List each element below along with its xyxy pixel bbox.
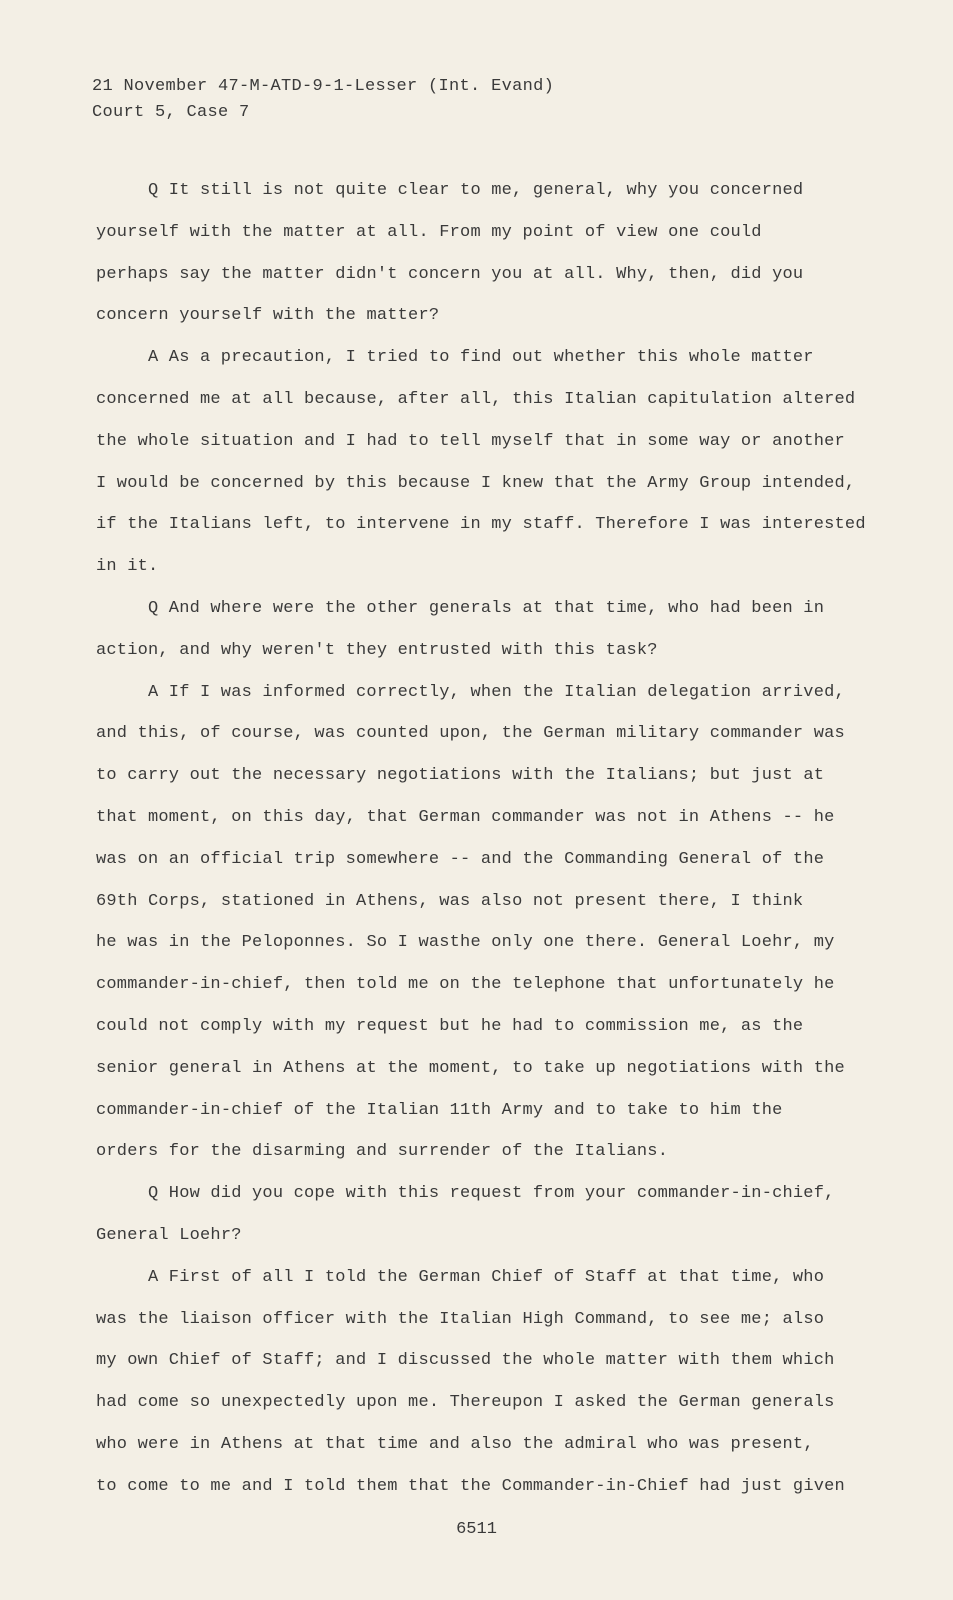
text-line: in it. (96, 557, 159, 577)
text-line: was on an official trip somewhere -- and the Commanding General of the (96, 849, 825, 869)
text-line: had come so unexpectedly upon me. Thereupon I asked the German generals (96, 1393, 835, 1413)
text-line: if the Italians left, to intervene in my staff. Therefore I was interested (96, 515, 866, 535)
text-line: concerned me at all because, after all, this Italian capitulation altered (96, 389, 856, 409)
header-court-line: Court 5, Case 7 (92, 103, 250, 122)
text-line: action, and why weren't they entrusted with this task? (96, 640, 658, 660)
text-line: perhaps say the matter didn't concern you at all. Why, then, did you (96, 264, 804, 284)
text-line: concern yourself with the matter? (96, 306, 440, 326)
text-line: senior general in Athens at the moment, to take up negotiations with the (96, 1058, 845, 1078)
transcript-paragraph (96, 170, 876, 337)
text-line: could not comply with my request but he had to commission me, as the (96, 1016, 804, 1036)
page-number: 6511 (456, 1520, 497, 1539)
text-line: I would be concerned by this because I knew that the Army Group intended, (96, 473, 856, 493)
text-line: to carry out the necessary negotiations with the Italians; but just at (96, 766, 825, 786)
text-line: that moment, on this day, that German commander was not in Athens -- he (96, 807, 835, 827)
document-header (92, 74, 554, 126)
text-line: who were in Athens at that time and also the admiral who was present, (96, 1434, 814, 1454)
text-line: Q How did you cope with this request from your commander-in-chief, (148, 1184, 835, 1204)
transcript-paragraph (96, 1257, 876, 1508)
text-line: he was in the Peloponnes. So I wasthe only one there. General Loehr, my (96, 933, 835, 953)
transcript-paragraph (96, 1173, 876, 1257)
text-line: General Loehr? (96, 1225, 242, 1245)
text-line: orders for the disarming and surrender of the Italians. (96, 1142, 669, 1162)
header-date-line: 21 November 47-M-ATD-9-1-Lesser (Int. Evand) (92, 77, 555, 96)
text-line: my own Chief of Staff; and I discussed the whole matter with them which (96, 1351, 835, 1371)
text-line: and this, of course, was counted upon, the German military commander was (96, 724, 845, 744)
text-line: yourself with the matter at all. From my point of view one could (96, 222, 762, 242)
text-line: A First of all I told the German Chief of Staff at that time, who (148, 1267, 825, 1287)
transcript-paragraph (96, 588, 876, 672)
text-line: the whole situation and I had to tell myself that in some way or another (96, 431, 845, 451)
text-line: Q It still is not quite clear to me, general, why you concerned (148, 181, 804, 200)
text-line: to come to me and I told them that the Commander-in-Chief had just given (96, 1476, 845, 1496)
text-line: A As a precaution, I tried to find out whether this whole matter (148, 348, 814, 368)
transcript-paragraph (96, 337, 876, 588)
text-line: A If I was informed correctly, when the Italian delegation arrived, (148, 682, 845, 702)
text-line: Q And where were the other generals at that time, who had been in (148, 598, 825, 618)
text-line: commander-in-chief of the Italian 11th Army and to take to him the (96, 1100, 783, 1120)
transcript-paragraph (96, 672, 876, 1174)
text-line: 69th Corps, stationed in Athens, was also not present there, I think (96, 891, 804, 911)
text-line: commander-in-chief, then told me on the telephone that unfortunately he (96, 975, 835, 995)
text-line: was the liaison officer with the Italian High Command, to see me; also (96, 1309, 825, 1329)
transcript-body (96, 170, 876, 1508)
